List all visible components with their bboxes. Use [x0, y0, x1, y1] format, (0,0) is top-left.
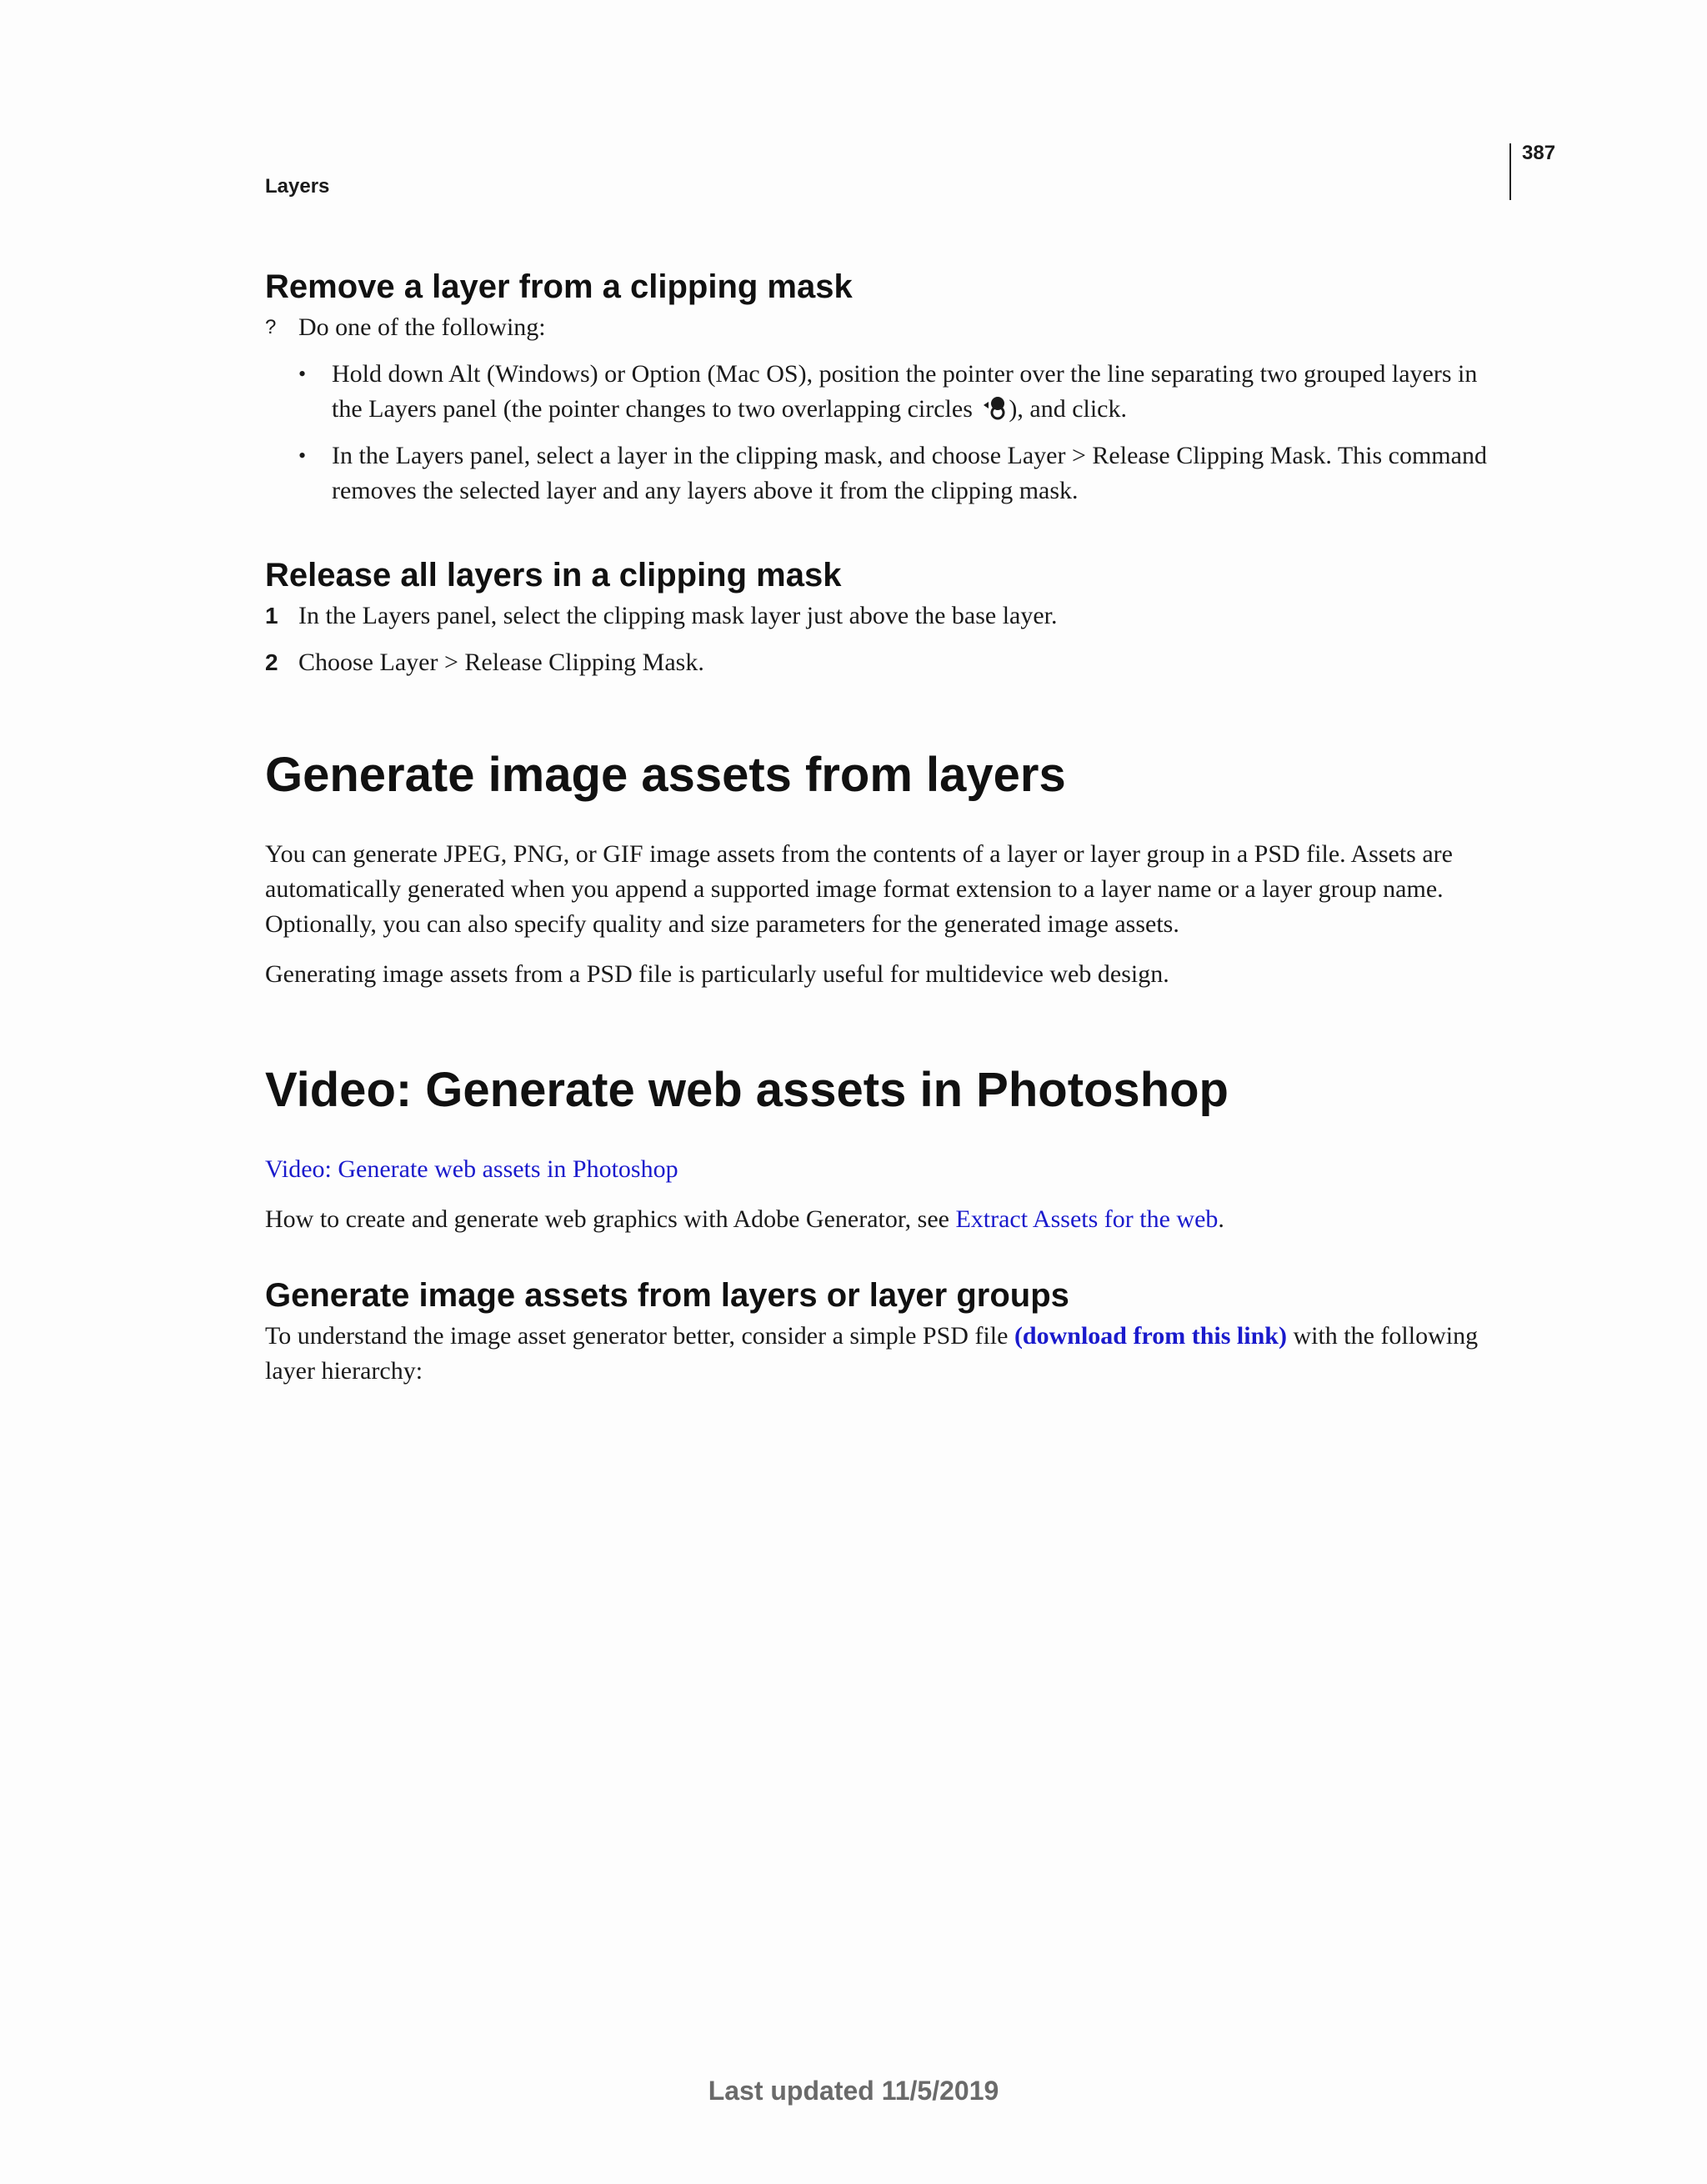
- heading-layers-or-groups: Generate image assets from layers or layer groups: [265, 1277, 1069, 1314]
- paragraph: To understand the image asset generator better, consider a simple PSD file (download from this link) with the following layer hierarchy:: [265, 1322, 1479, 1385]
- page-number: 387: [1522, 142, 1556, 164]
- bullet-marker: •: [298, 362, 307, 386]
- step-text: Do one of the following:: [298, 313, 546, 341]
- step-number: 1: [265, 603, 278, 629]
- footer-last-updated: Last updated 11/5/2019: [708, 2076, 999, 2106]
- heading-video: Video: Generate web assets in Photoshop: [265, 1063, 1229, 1117]
- running-header: Layers: [265, 175, 330, 198]
- step-row: [265, 310, 1507, 345]
- step-text: Choose Layer > Release Clipping Mask.: [298, 649, 704, 676]
- header-rule: [1509, 143, 1511, 200]
- bullet-text: In the Layers panel, select a layer in the clipping mask, and choose Layer > Release Clipping Mask. This command removes the selected layer and any layers above it from the clipping mask.: [332, 442, 1487, 504]
- clipping-mask-pointer-icon: [982, 395, 1009, 422]
- step-text: In the Layers panel, select the clipping mask layer just above the base layer.: [298, 602, 1058, 629]
- paragraph: How to create and generate web graphics with Adobe Generator, see Extract Assets for the web.: [265, 1205, 1224, 1233]
- numbered-step: [265, 599, 1507, 634]
- bullet-marker: •: [298, 443, 307, 468]
- numbered-step: [265, 645, 1507, 680]
- heading-release-all: Release all layers in a clipping mask: [265, 557, 842, 594]
- video-link[interactable]: Video: Generate web assets in Photoshop: [265, 1155, 678, 1183]
- paragraph: Generating image assets from a PSD file is particularly useful for multidevice web design.: [265, 960, 1169, 988]
- paragraph: You can generate JPEG, PNG, or GIF image assets from the contents of a layer or layer group in a PSD file. Assets are automatically generated when you append a supported image format extension to a layer name or a layer group name. Optionally, you can also specify quality and size parameters for the generated image assets.: [265, 840, 1453, 938]
- heading-generate-assets: Generate image assets from layers: [265, 748, 1066, 802]
- page-content: [265, 267, 1507, 1389]
- video-link-paragraph: [265, 1152, 1507, 1187]
- bullet-item: [298, 357, 1507, 427]
- extract-assets-link[interactable]: Extract Assets for the web: [955, 1205, 1219, 1233]
- heading-remove-layer: Remove a layer from a clipping mask: [265, 268, 853, 305]
- step-marker: ?: [265, 316, 277, 338]
- step-number: 2: [265, 649, 278, 675]
- bullet-item: [298, 438, 1507, 508]
- bullet-text: Hold down Alt (Windows) or Option (Mac OS), position the pointer over the line separating two grouped layers in the Layers panel (the pointer changes to two overlapping circles ), and click.: [332, 360, 1478, 423]
- download-link[interactable]: (download from this link): [1014, 1322, 1287, 1350]
